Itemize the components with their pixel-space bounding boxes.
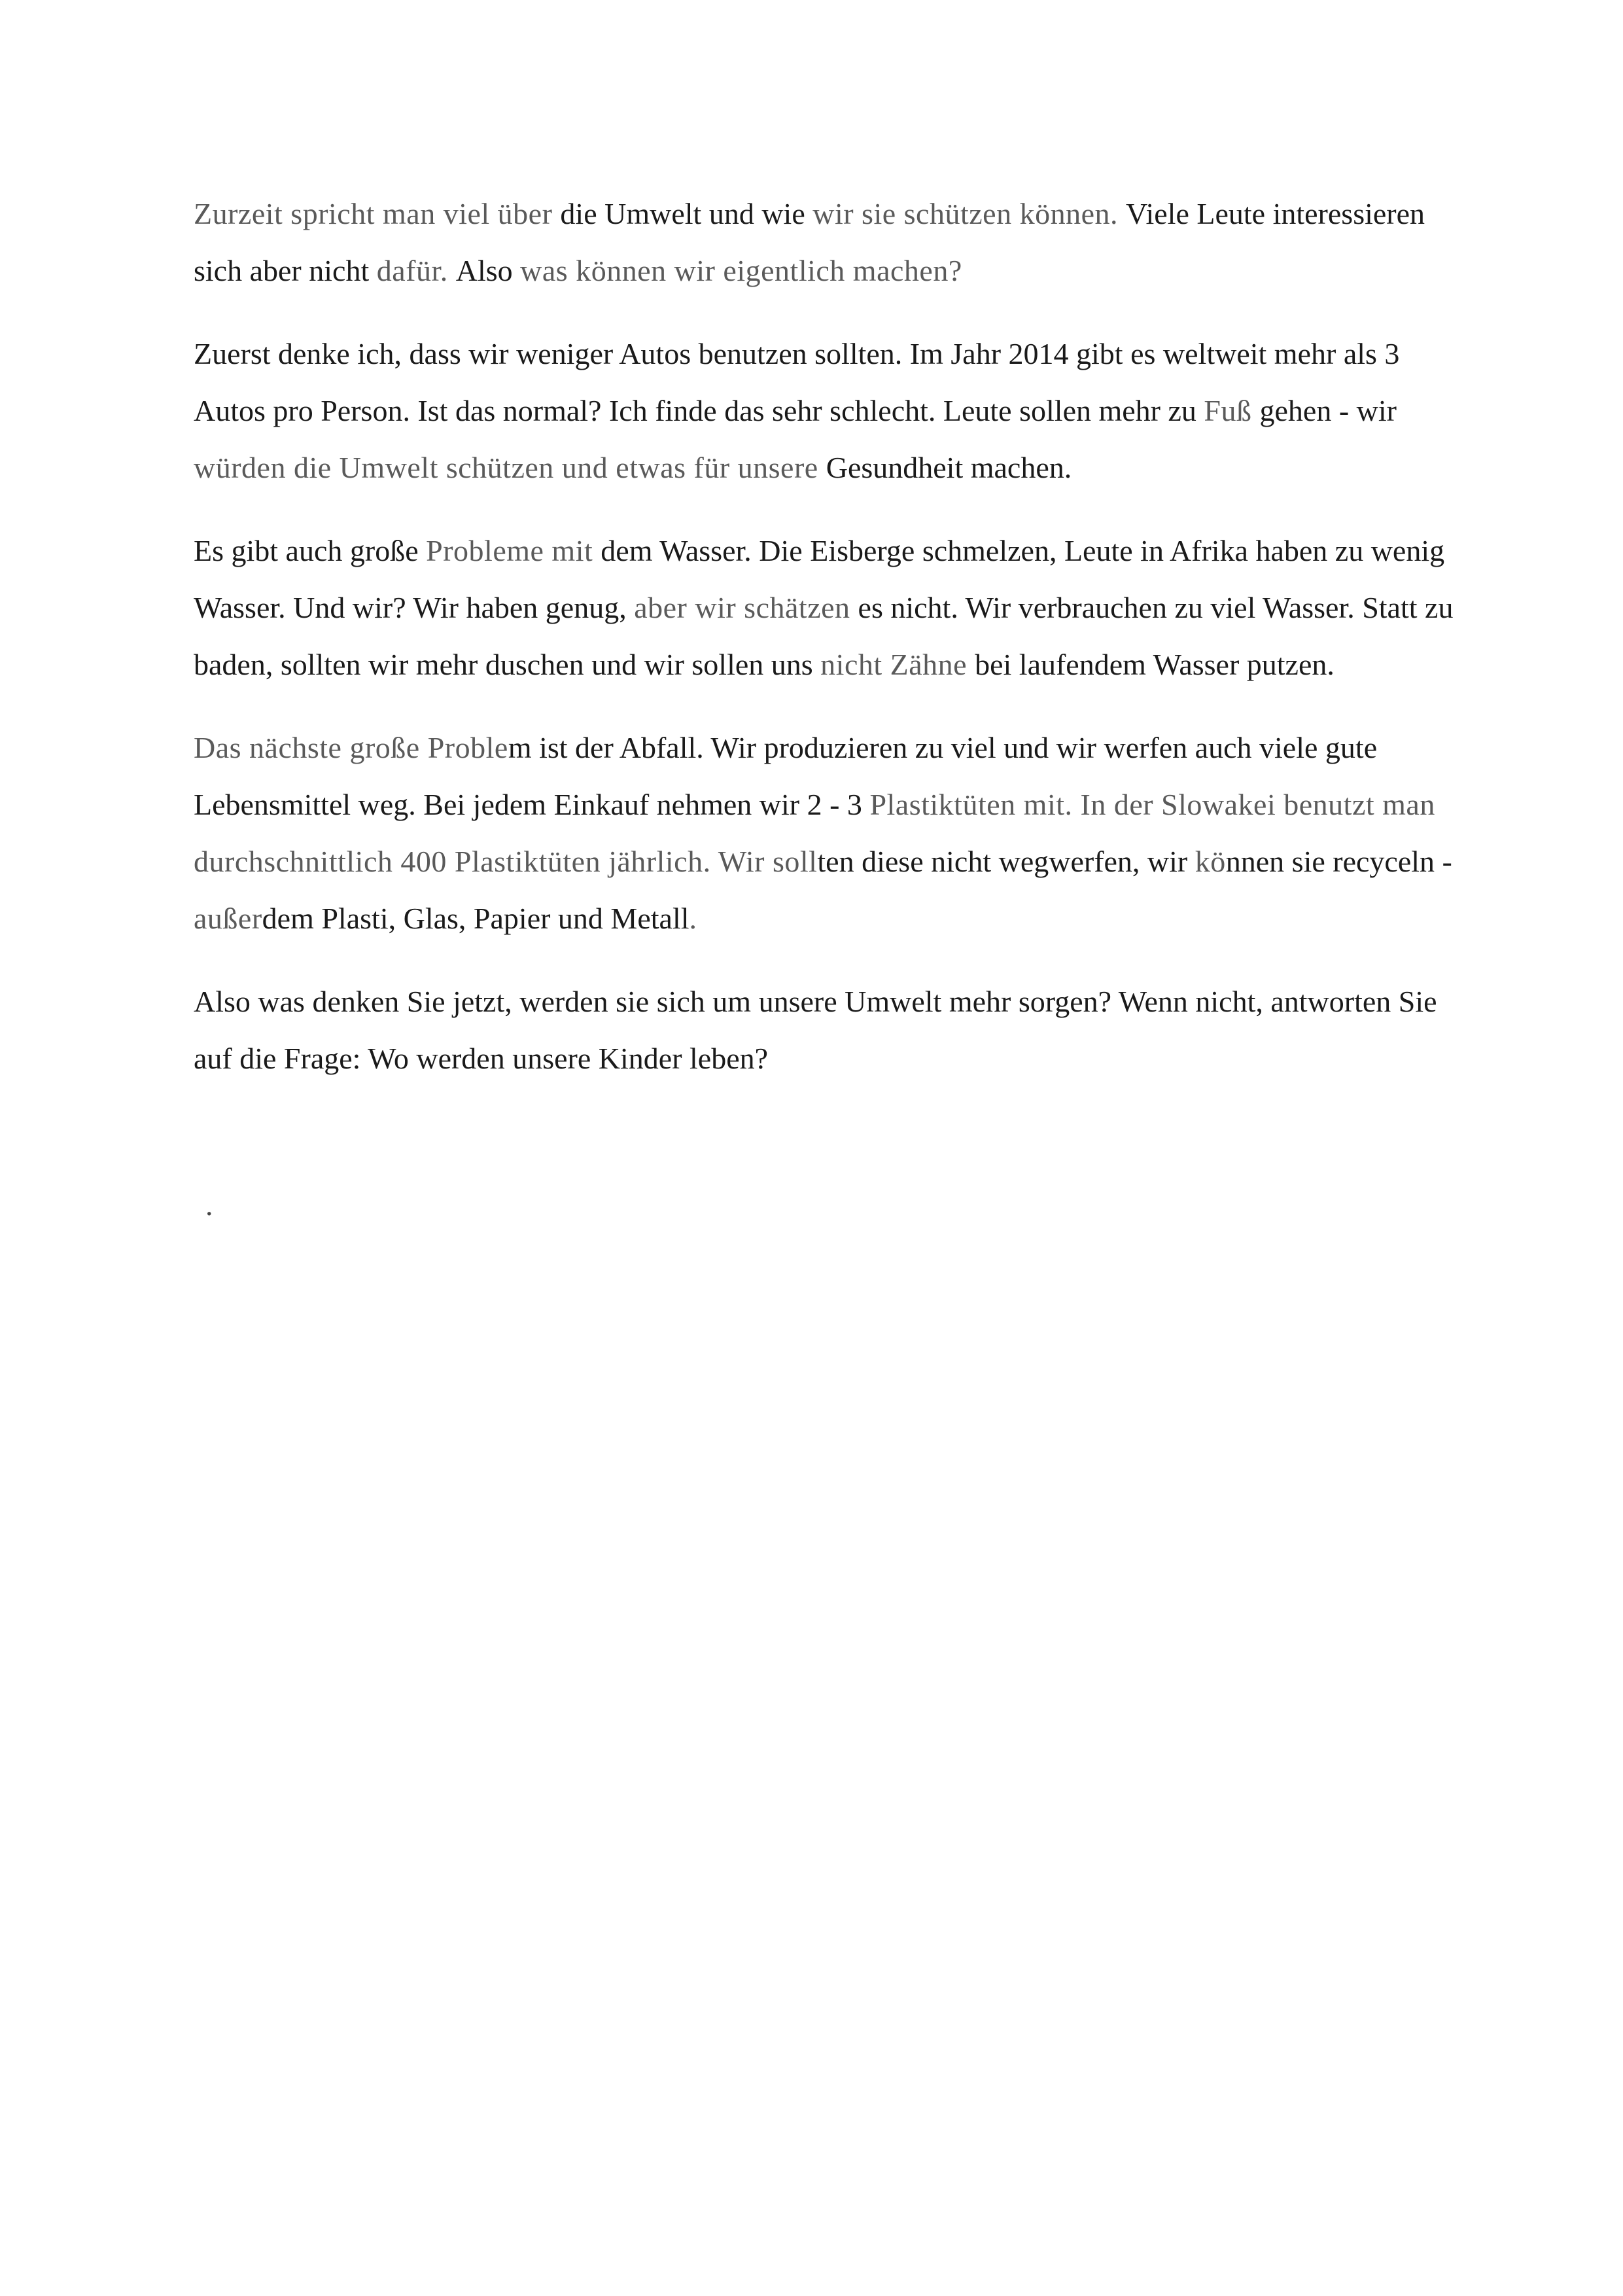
text-run: es nicht. Wir verbrauchen zu viel Wasser. Statt zu baden, sollten wir mehr duschen und wir sollen uns (194, 591, 1454, 681)
text-run: . (689, 902, 697, 935)
text-run: Gesundheit machen. (826, 451, 1072, 484)
text-run: Zuerst denke ich, dass wir weniger Autos benutzen sollten. Im Jahr 2014 gibt es weltweit mehr als 3 Autos pro Person. Ist das normal? Ich finde das sehr schlecht. Leute sollen mehr zu (194, 337, 1400, 427)
paragraph-2 (194, 325, 1456, 496)
text-run: bei laufendem Wasser putzen. (975, 648, 1335, 681)
text-run: wir sie schützen können. (812, 197, 1126, 230)
text-run: m ist der Abfall. Wir produzieren zu viel und wir werfen auch viele gute Lebensmittel weg. Bei jedem Einkauf nehmen wir 2 - 3 (194, 731, 1378, 821)
text-run: was können wir eigentlich machen? (520, 254, 962, 287)
text-run: dafür. (376, 254, 456, 287)
paragraph-4 (194, 719, 1456, 947)
text-run: dem Plasti, Glas, Papier und Metall (262, 902, 689, 935)
text-run: ten diese nicht wegwerfen, wir (817, 845, 1195, 878)
text-run: Wir soll (718, 845, 818, 878)
text-run: Zurzeit spricht man viel über (194, 197, 561, 230)
text-run: Also was denken Sie jetzt, werden sie sich um unsere Umwelt mehr sorgen? Wenn nicht, antworten Sie auf die Frage: Wo werden unsere Kinder leben? (194, 985, 1437, 1075)
text-run: kö (1195, 845, 1226, 878)
text-run: würden die Umwelt schützen und etwas für unsere (194, 451, 826, 484)
trailing-mark: . (205, 1188, 213, 1222)
text-run: nnen sie recyceln - (1225, 845, 1452, 878)
text-run: Fuß (1204, 394, 1260, 427)
paragraph-1 (194, 185, 1456, 299)
text-run: aber wir schätzen (634, 591, 858, 624)
text-run: nicht Zähne (820, 648, 975, 681)
text-run: Plastiktüten mit. In der Slowakei benutzt man durchschnittlich 400 Plastiktüten jährlich. (194, 788, 1435, 878)
paragraph-3 (194, 522, 1456, 693)
text-run: Es gibt auch große (194, 534, 427, 567)
text-run: die Umwelt und wie (560, 197, 813, 230)
paragraph-5 (194, 973, 1456, 1087)
text-run: gehen - wir (1259, 394, 1397, 427)
text-run: Viele Leute interessieren sich aber nicht (194, 197, 1425, 287)
text-run: Also (455, 254, 521, 287)
text-run: außer (194, 902, 262, 935)
essay-body (194, 185, 1456, 1113)
text-run: dem Wasser. Die Eisberge schmelzen, Leute in Afrika haben zu wenig Wasser. Und wir? Wir haben genug, (194, 534, 1445, 624)
text-run: Probleme mit (426, 534, 601, 567)
text-run: Das nächste große Proble (194, 731, 508, 764)
